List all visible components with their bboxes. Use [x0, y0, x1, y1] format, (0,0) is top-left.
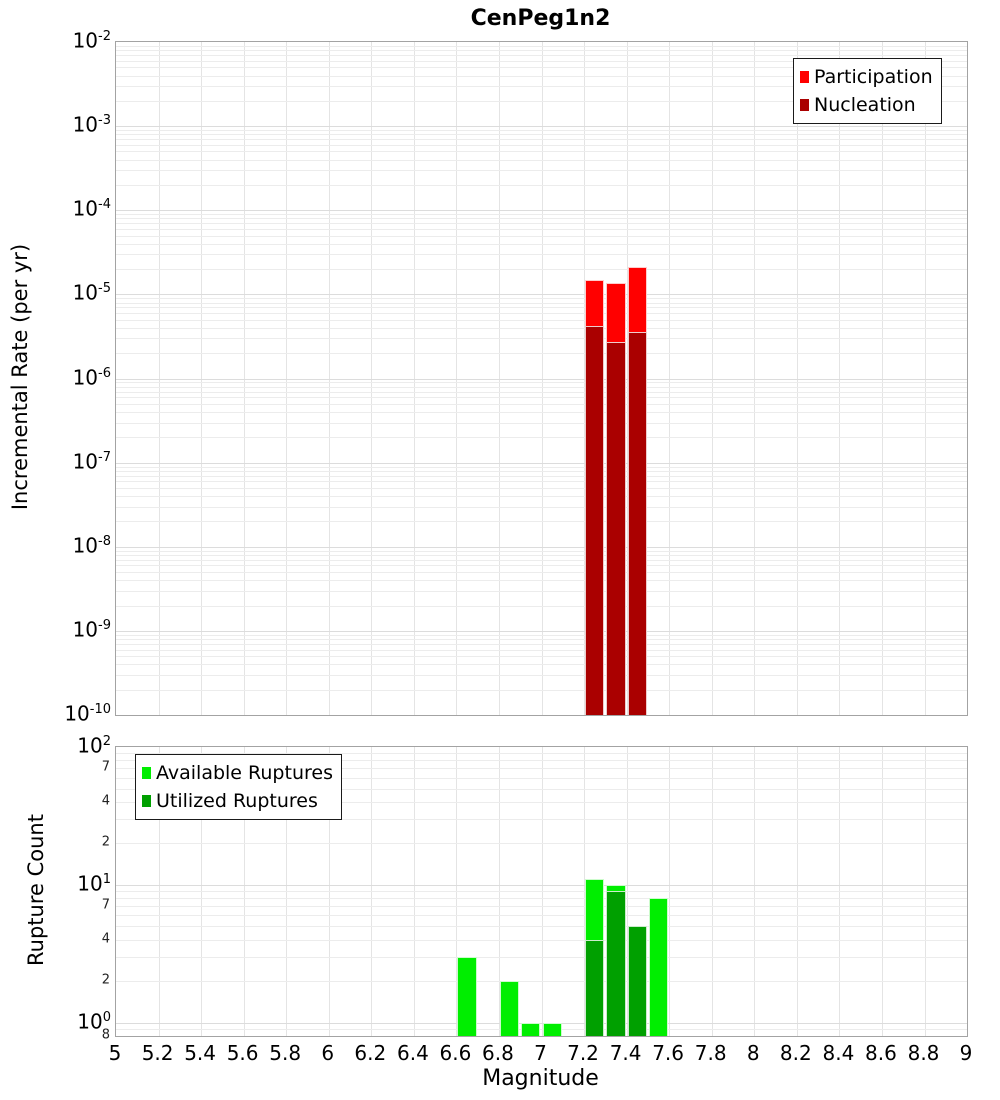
y-axis-major-tick-label: $10^{-3}$ [72, 112, 111, 137]
minor-gridline [116, 940, 967, 941]
x-axis-tick-label: 8.8 [907, 1041, 940, 1065]
minor-gridline [116, 957, 967, 958]
minor-gridline [116, 471, 967, 472]
x-axis-tick-label: 5.2 [141, 1041, 174, 1065]
x-axis-tick-label: 9 [959, 1041, 973, 1065]
minor-gridline [116, 606, 967, 607]
minor-gridline [116, 635, 967, 636]
minor-gridline [116, 130, 967, 131]
minor-gridline [116, 555, 967, 556]
bar-available-ruptures [649, 898, 668, 1036]
x-axis-tick-label: 5.4 [184, 1041, 216, 1065]
x-axis-tick-label: 7.8 [694, 1041, 727, 1065]
minor-gridline [116, 639, 967, 640]
minor-gridline [116, 981, 967, 982]
legend-item-utilized-ruptures [142, 787, 333, 815]
x-axis-tick-label: 6.4 [396, 1041, 429, 1065]
y-axis-major-tick-label: $10^1$ [77, 871, 111, 896]
major-gridline [116, 885, 967, 886]
utilized-ruptures-swatch-icon [142, 795, 151, 807]
minor-gridline [116, 50, 967, 51]
minor-gridline [116, 134, 967, 135]
minor-gridline [116, 185, 967, 186]
minor-gridline [116, 644, 967, 645]
legend-item-nucleation [800, 91, 933, 119]
bar-utilized-ruptures [585, 940, 604, 1036]
y-axis-major-tick-label: $10^{-6}$ [72, 365, 111, 390]
minor-gridline [116, 218, 967, 219]
bar-available-ruptures [521, 1023, 540, 1036]
top-legend [793, 58, 942, 124]
x-axis-tick-label: 8.6 [864, 1041, 897, 1065]
legend-item-available-ruptures [142, 759, 333, 787]
minor-gridline [116, 244, 967, 245]
bar-nucleation [585, 326, 604, 715]
x-axis-tick-label: 6.6 [439, 1041, 472, 1065]
minor-gridline [116, 891, 967, 892]
minor-gridline [116, 551, 967, 552]
bar-available-ruptures [543, 1023, 562, 1036]
major-gridline [116, 294, 967, 295]
y-axis-major-tick-label: $10^{-10}$ [64, 701, 111, 726]
x-axis-tick-label: 8 [746, 1041, 760, 1065]
major-gridline [116, 126, 967, 127]
minor-gridline [116, 254, 967, 255]
top-panel-plot-area [115, 41, 968, 716]
bar-utilized-ruptures [606, 891, 625, 1036]
y-axis-major-tick-label: $10^{-4}$ [72, 196, 111, 221]
minor-gridline [116, 229, 967, 230]
bottom-y-axis-title: Rupture Count [24, 814, 48, 966]
minor-gridline [116, 387, 967, 388]
minor-gridline [116, 397, 967, 398]
minor-gridline [116, 488, 967, 489]
minor-gridline [116, 476, 967, 477]
minor-gridline [116, 843, 967, 844]
minor-gridline [116, 214, 967, 215]
y-axis-major-tick-label: $10^{-9}$ [72, 617, 111, 642]
minor-gridline [116, 404, 967, 405]
bottom-legend [135, 754, 342, 820]
minor-gridline [116, 382, 967, 383]
x-axis-tick-label: 5 [108, 1041, 122, 1065]
minor-gridline [116, 572, 967, 573]
minor-gridline [116, 560, 967, 561]
y-axis-major-tick-label: $10^{-5}$ [72, 280, 111, 305]
bar-nucleation [606, 342, 625, 715]
y-axis-major-tick-label: $10^{-2}$ [72, 28, 111, 53]
legend-label: Utilized Ruptures [156, 790, 318, 812]
minor-gridline [116, 496, 967, 497]
minor-gridline [116, 650, 967, 651]
minor-gridline [116, 898, 967, 899]
minor-gridline [116, 565, 967, 566]
bar-available-ruptures [500, 981, 519, 1036]
minor-gridline [116, 353, 967, 354]
y-axis-minor-tick-label: 4 [101, 793, 110, 809]
x-axis-tick-label: 5.6 [226, 1041, 259, 1065]
x-axis-tick-label: 7.4 [609, 1041, 642, 1065]
legend-label: Available Ruptures [156, 762, 333, 784]
y-axis-minor-tick-label: 2 [101, 972, 110, 988]
minor-gridline [116, 664, 967, 665]
x-axis-tick-label: 8.2 [779, 1041, 812, 1065]
major-gridline [116, 210, 967, 211]
y-axis-major-tick-label: $10^{-8}$ [72, 533, 111, 558]
minor-gridline [116, 303, 967, 304]
x-axis-tick-label: 7.6 [652, 1041, 684, 1065]
y-axis-major-tick-label: $10^2$ [77, 733, 111, 758]
x-axis-title: Magnitude [482, 1066, 599, 1091]
minor-gridline [116, 139, 967, 140]
y-axis-major-tick-label: $10^{-7}$ [72, 449, 111, 474]
minor-gridline [116, 521, 967, 522]
available-ruptures-swatch-icon [142, 767, 151, 779]
minor-gridline [116, 926, 967, 927]
x-axis-tick-label: 8.4 [822, 1041, 855, 1065]
y-axis-minor-tick-label: 8 [101, 1027, 110, 1043]
minor-gridline [116, 170, 967, 171]
minor-gridline [116, 392, 967, 393]
minor-gridline [116, 423, 967, 424]
bar-nucleation [628, 332, 647, 715]
x-axis-tick-label: 6.2 [354, 1041, 387, 1065]
participation-swatch-icon [800, 71, 809, 83]
top-y-axis-title: Incremental Rate (per yr) [8, 243, 32, 511]
y-axis-minor-tick-label: 2 [101, 834, 110, 850]
minor-gridline [116, 675, 967, 676]
minor-gridline [116, 1029, 967, 1030]
minor-gridline [116, 223, 967, 224]
minor-gridline [116, 269, 967, 270]
minor-gridline [116, 145, 967, 146]
minor-gridline [116, 412, 967, 413]
minor-gridline [116, 46, 967, 47]
y-axis-major-tick-label: $10^0$ [77, 1009, 111, 1034]
minor-gridline [116, 690, 967, 691]
legend-label: Nucleation [814, 94, 916, 116]
major-gridline [116, 463, 967, 464]
y-axis-minor-tick-label: 7 [101, 759, 110, 775]
minor-gridline [116, 467, 967, 468]
minor-gridline [116, 55, 967, 56]
minor-gridline [116, 507, 967, 508]
y-axis-minor-tick-label: 4 [101, 931, 110, 947]
x-axis-tick-label: 5.8 [269, 1041, 302, 1065]
x-axis-tick-label: 7 [534, 1041, 547, 1065]
bar-utilized-ruptures [628, 926, 647, 1036]
major-gridline [116, 379, 967, 380]
minor-gridline [116, 580, 967, 581]
major-gridline [116, 1023, 967, 1024]
minor-gridline [116, 307, 967, 308]
legend-item-participation [800, 63, 933, 91]
minor-gridline [116, 313, 967, 314]
minor-gridline [116, 481, 967, 482]
chart-title: CenPeg1n2 [470, 6, 611, 31]
minor-gridline [116, 656, 967, 657]
minor-gridline [116, 160, 967, 161]
major-gridline [116, 631, 967, 632]
nucleation-swatch-icon [800, 99, 809, 111]
minor-gridline [116, 437, 967, 438]
minor-gridline [116, 151, 967, 152]
minor-gridline [116, 906, 967, 907]
minor-gridline [116, 236, 967, 237]
x-axis-tick-label: 6.8 [481, 1041, 514, 1065]
y-axis-minor-tick-label: 7 [101, 897, 110, 913]
minor-gridline [116, 338, 967, 339]
minor-gridline [116, 298, 967, 299]
minor-gridline [116, 320, 967, 321]
legend-label: Participation [814, 66, 933, 88]
x-axis-tick-label: 6 [321, 1041, 335, 1065]
minor-gridline [116, 328, 967, 329]
minor-gridline [116, 915, 967, 916]
major-gridline [116, 547, 967, 548]
x-axis-tick-label: 7.2 [567, 1041, 599, 1065]
minor-gridline [116, 591, 967, 592]
bar-available-ruptures [457, 957, 476, 1036]
